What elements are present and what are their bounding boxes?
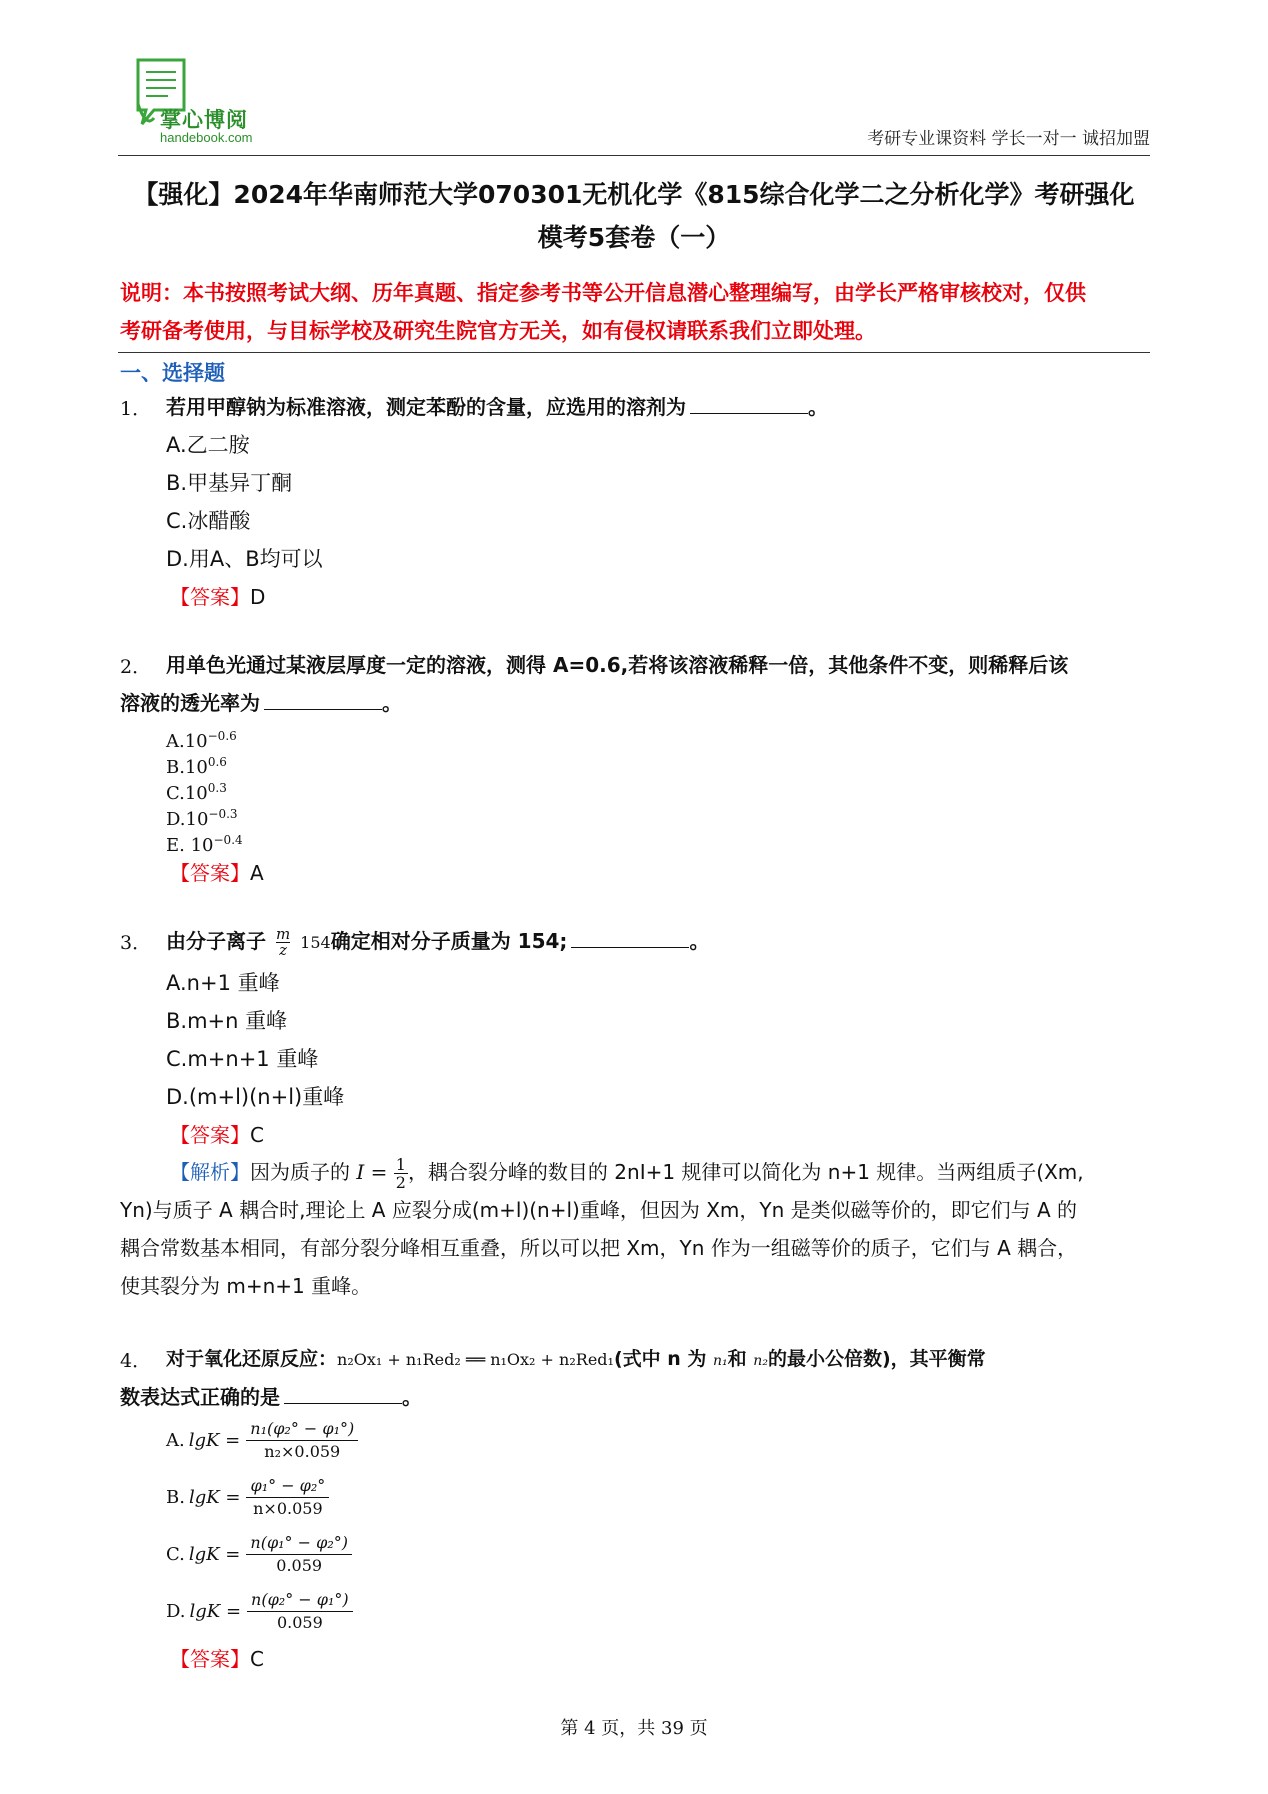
q1-option-c: C.冰醋酸 <box>166 509 251 533</box>
answer-blank <box>571 925 689 948</box>
question-4-number: 4． <box>120 1350 152 1372</box>
q3-option-c: C.m+n+1 重峰 <box>166 1047 319 1071</box>
disclaimer-line-1: 说明：本书按照考试大纲、历年真题、指定参考书等公开信息潜心整理编写，由学长严格审核校对，仅供 <box>120 281 1086 305</box>
q3-option-a: A.n+1 重峰 <box>166 971 280 995</box>
q2-option-d: $D.10^{-0.3}$ <box>166 807 238 830</box>
q4-answer: 【答案】C <box>170 1647 264 1671</box>
disclaimer-line-2: 考研备考使用，与目标学校及研究生院官方无关，如有侵权请联系我们立即处理。 <box>120 319 876 343</box>
question-3-text: 由分子离子 $\frac{m}{z}$ 154确定相对分子质量为 154; 。 <box>166 925 710 959</box>
q3-explanation-line-4: 使其裂分为 m+n+1 重峰。 <box>120 1274 372 1298</box>
disclaimer-divider <box>118 352 1150 353</box>
q3-option-d: D.(m+l)(n+l)重峰 <box>166 1085 345 1109</box>
header-divider <box>118 155 1150 156</box>
q4-option-d: D. lgK = $\frac{\text{n(φ₂° − φ₁°)}}{0.059}$ <box>166 1589 353 1634</box>
document-title-line-2: 模考5套卷（一） <box>537 223 731 252</box>
answer-blank <box>690 391 808 414</box>
question-4-text-line-1: 对于氧化还原反应：n₂Ox₁ + n₁Red₂ ══ n₁Ox₂ + n₂Red₁(式中 n 为 n₁和 n₂的最小公倍数)，其平衡常 <box>166 1348 986 1370</box>
q4-option-b: B. lgK = $\frac{\text{φ₁° − φ₂°}}{n\times 0.059}$ <box>166 1475 329 1520</box>
q2-option-c: $C.10^{0.3}$ <box>166 781 227 804</box>
page-footer: 第 4 页，共 39 页 <box>560 1718 708 1739</box>
question-4-text-line-2: 数表达式正确的是 。 <box>120 1380 422 1414</box>
redox-reaction: n₂Ox₁ + n₁Red₂ ══ n₁Ox₂ + n₂Red₁ <box>337 1350 614 1369</box>
q4-option-c: C. lgK = $\frac{\text{n(φ₁° − φ₂°)}}{0.059}$ <box>166 1532 352 1577</box>
question-2-text-line-2: 溶液的透光率为 。 <box>120 686 402 720</box>
logo-text: 掌心博阅 <box>160 108 248 132</box>
q1-option-a: A.乙二胺 <box>166 433 250 457</box>
question-3-number: 3． <box>120 932 152 954</box>
question-1-number: 1． <box>120 398 152 420</box>
q3-explanation-line-2: Yn)与质子 A 耦合时,理论上 A 应裂分成(m+l)(n+l)重峰，但因为 Xm，Yn 是类似磁等价的，即它们与 A 的 <box>120 1198 1078 1222</box>
half-fraction: $\frac{1}{2}$ <box>395 1155 406 1192</box>
q1-option-d: D.用A、B均可以 <box>166 547 323 571</box>
document-title-line-1: 【强化】2024年华南师范大学070301无机化学《815综合化学二之分析化学》考研强化 <box>133 180 1135 209</box>
q3-option-b: B.m+n 重峰 <box>166 1009 288 1033</box>
q3-answer: 【答案】C <box>170 1123 264 1147</box>
q4-option-a: A. lgK = $\frac{\text{n₁(φ₂° − φ₁°)}}{\text{n₂×0.059}}$ <box>166 1418 358 1463</box>
question-2-number: 2． <box>120 656 152 678</box>
header-tagline: 考研专业课资料 学长一对一 诚招加盟 <box>867 129 1150 149</box>
q2-option-a: $A.10^{-0.6}$ <box>166 729 237 752</box>
logo-subtext: handebook.com <box>160 130 253 145</box>
q2-option-e: E. $10^{-0.4}$ <box>166 833 243 856</box>
question-2-text-line-1: 用单色光通过某液层厚度一定的溶液，测得 A=0.6,若将该溶液稀释一倍，其他条件不变，则稀释后该 <box>166 653 1069 677</box>
q1-option-b: B.甲基异丁酮 <box>166 471 293 495</box>
q2-answer: 【答案】A <box>170 861 264 885</box>
answer-blank <box>264 687 382 710</box>
answer-blank <box>284 1381 402 1404</box>
q2-option-b: $B.10^{0.6}$ <box>166 755 227 778</box>
section-title: 一、选择题 <box>120 361 225 385</box>
q3-explanation-line-1: 【解析】因为质子的 I = $\frac{1}{2}$ ，耦合裂分峰的数目的 2nI+1 规律可以简化为 n+1 规律。当两组质子(Xm, <box>170 1155 1084 1192</box>
mz-fraction: $\frac{m}{z}$ <box>275 925 291 959</box>
q1-answer: 【答案】D <box>170 585 266 609</box>
question-1-text: 若用甲醇钠为标准溶液，测定苯酚的含量，应选用的溶剂为 。 <box>166 390 828 424</box>
q3-explanation-line-3: 耦合常数基本相同，有部分裂分峰相互重叠，所以可以把 Xm，Yn 作为一组磁等价的质子，它们与 A 耦合， <box>120 1236 1078 1260</box>
